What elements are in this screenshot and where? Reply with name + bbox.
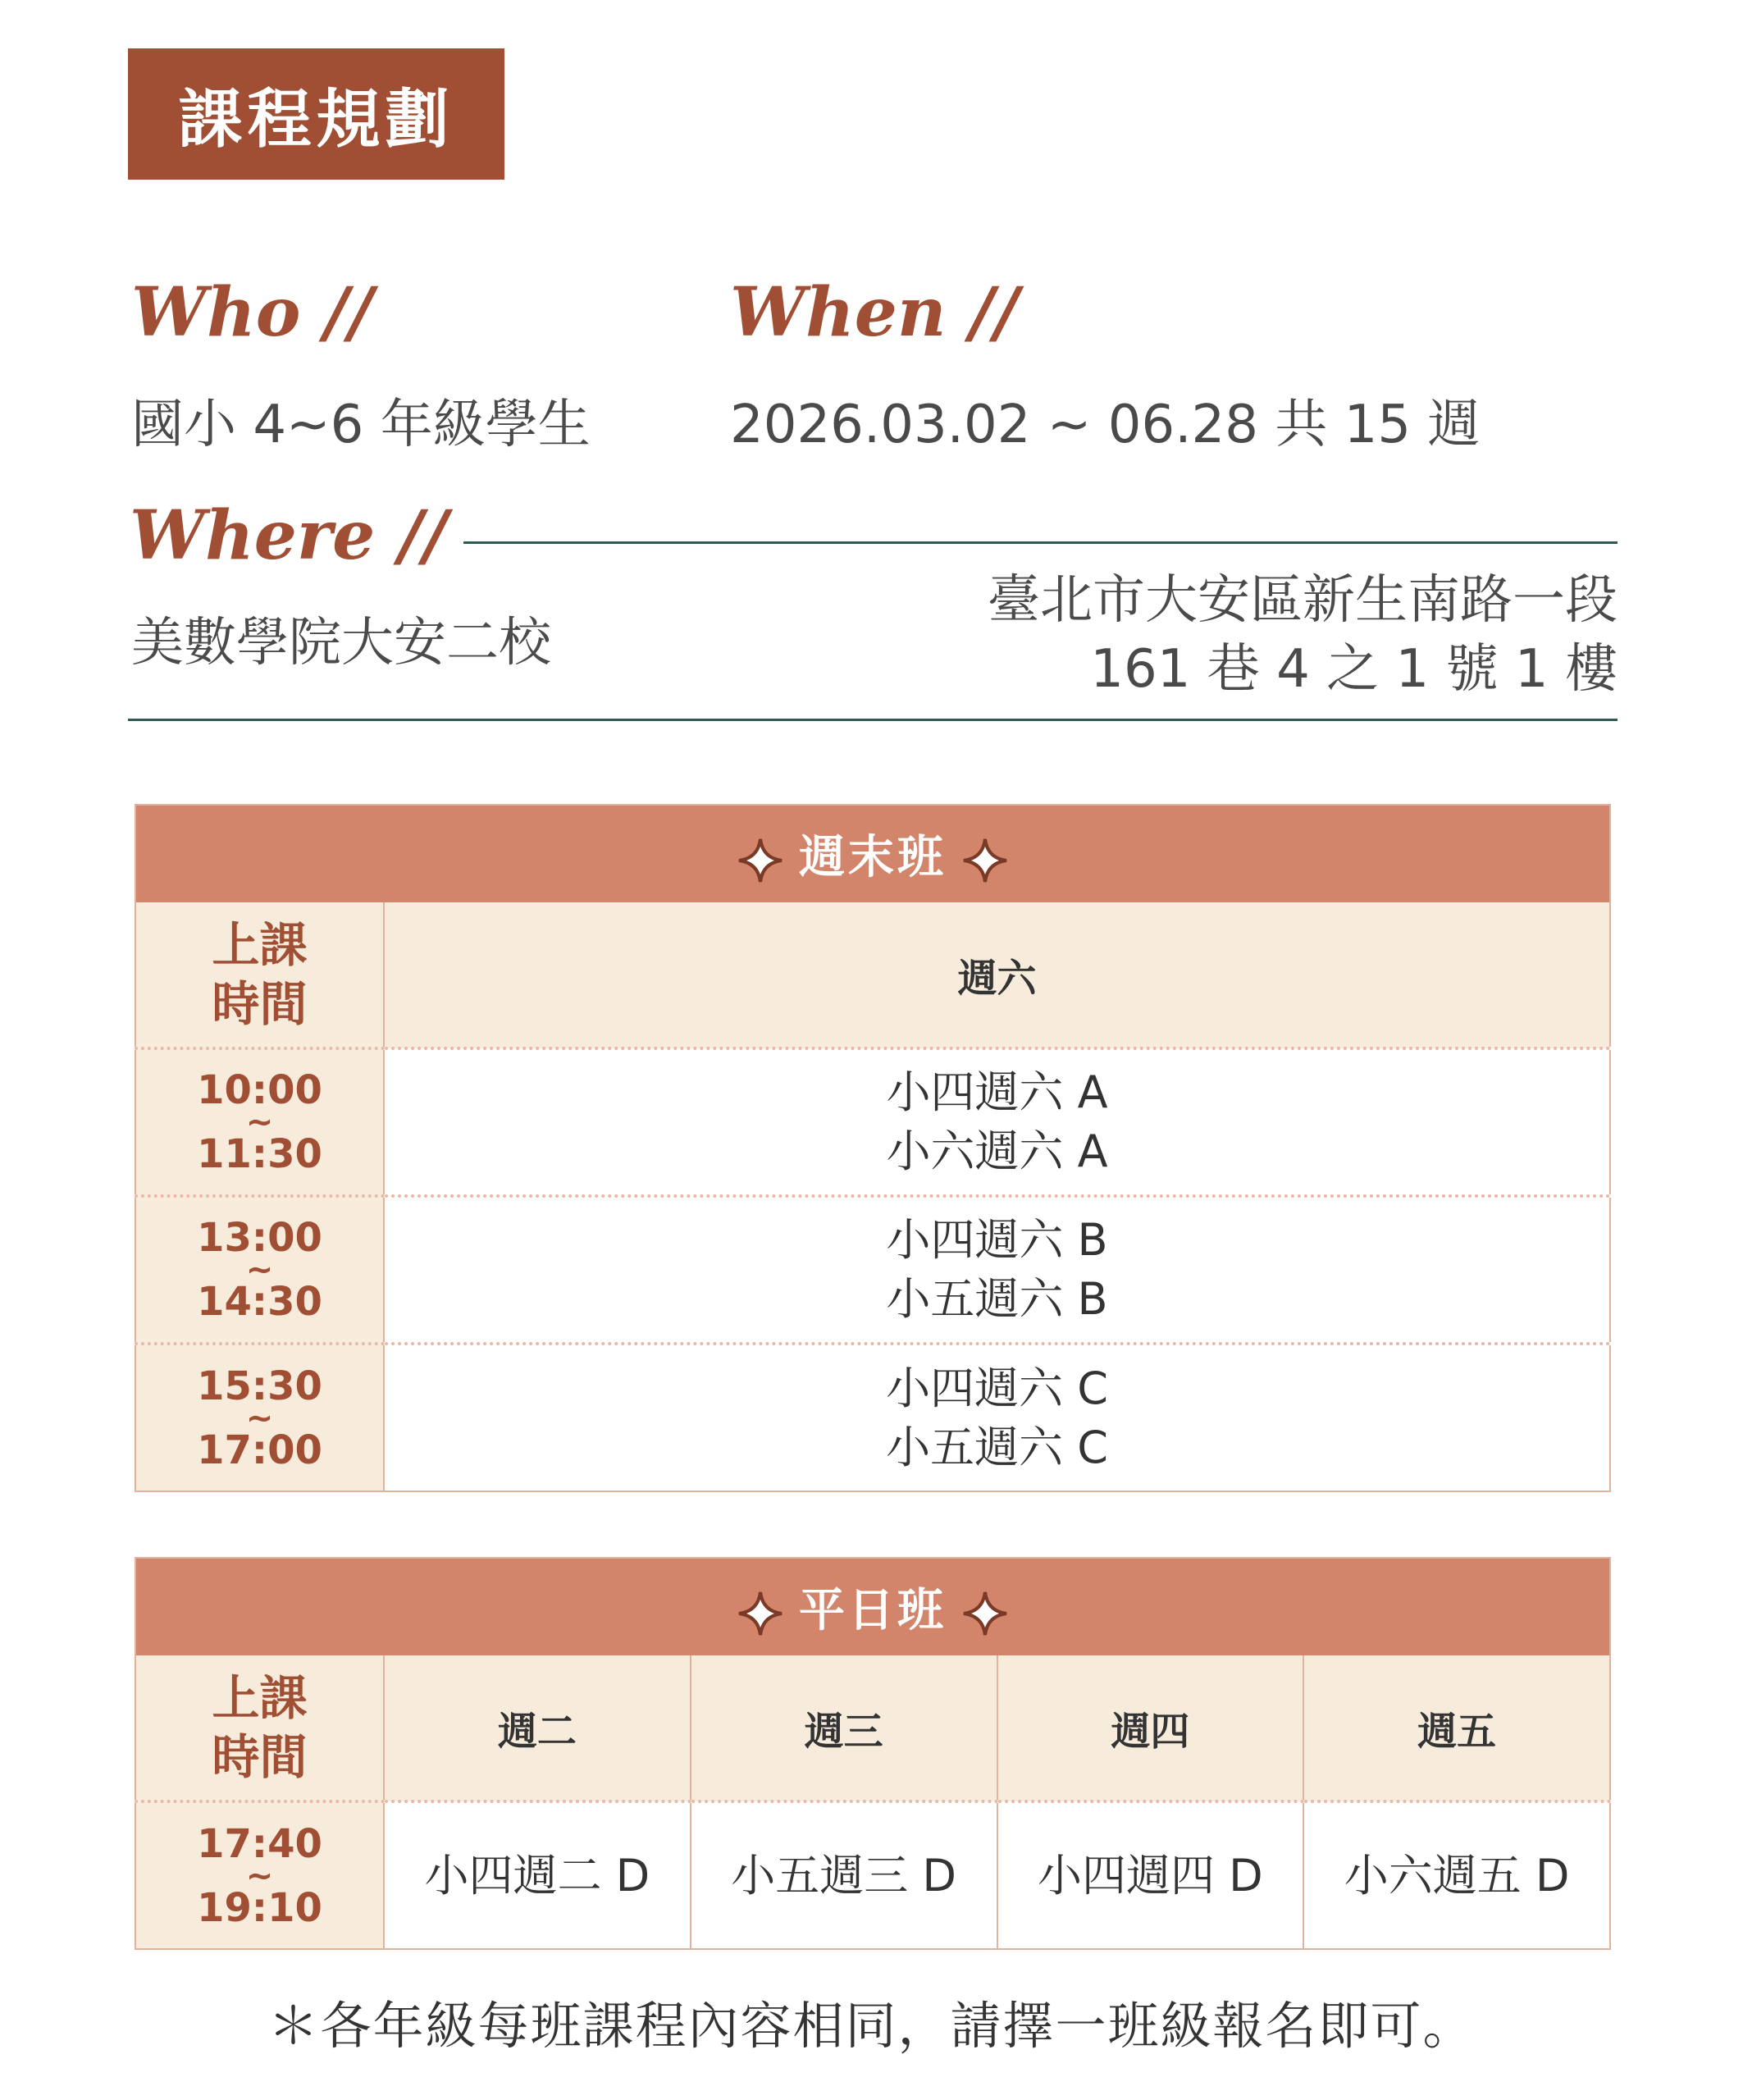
- weekday-schedule-table: [135, 1557, 1611, 1950]
- weekend-title: 週末班: [799, 831, 947, 884]
- time-end: 11:30: [197, 1131, 322, 1177]
- class-cell: [384, 1048, 1610, 1196]
- address-line-2: 161 巷 4 之 1 號 1 樓: [1090, 639, 1618, 700]
- when-value: 2026.03.02 ~ 06.28 共 15 週: [730, 395, 1481, 455]
- time-start: 10:00: [197, 1067, 322, 1113]
- class-name: 小五週六 B: [886, 1273, 1108, 1325]
- time-header-line: 上課: [212, 917, 308, 973]
- time-start: 15:30: [197, 1363, 322, 1409]
- day-header-tuesday: 週二: [384, 1655, 691, 1801]
- time-slot: [135, 1344, 384, 1491]
- time-start: 13:00: [197, 1215, 322, 1261]
- class-name: 小四週六 A: [886, 1066, 1108, 1118]
- class-name: 小四週六 B: [886, 1214, 1108, 1266]
- weekday-title: 平日班: [799, 1584, 947, 1637]
- class-name: 小五週六 C: [886, 1421, 1108, 1473]
- time-tilde: ~: [245, 1856, 274, 1895]
- sparkle-icon: [737, 1590, 784, 1637]
- time-header-line: 時間: [212, 976, 308, 1032]
- class-name: 小六週六 A: [886, 1125, 1108, 1177]
- day-header-wednesday: 週三: [691, 1655, 997, 1801]
- class-cell-friday: 小六週五 D: [1303, 1801, 1610, 1949]
- day-header-friday: 週五: [1303, 1655, 1610, 1801]
- footnote: ＊各年級每班課程內容相同，請擇一班級報名即可。: [267, 1996, 1476, 2056]
- time-header: [135, 902, 384, 1048]
- class-cell: [384, 1196, 1610, 1344]
- where-divider: [463, 541, 1618, 544]
- address-line-1: 臺北市大安區新生南路一段: [988, 570, 1618, 631]
- time-slot: [135, 1196, 384, 1344]
- sparkle-icon: [961, 837, 1009, 884]
- time-tilde: ~: [245, 1103, 274, 1141]
- class-cell-thursday: 小四週四 D: [997, 1801, 1304, 1949]
- time-end: 17:00: [197, 1427, 322, 1473]
- section-title-badge: 課程規劃: [128, 48, 504, 180]
- who-value: 國小 4~6 年級學生: [131, 395, 591, 455]
- where-label: Where //: [130, 496, 448, 575]
- sparkle-icon: [961, 1590, 1009, 1637]
- class-cell-tuesday: 小四週二 D: [384, 1801, 691, 1949]
- weekend-schedule-table: [135, 804, 1611, 1492]
- sparkle-icon: [737, 837, 784, 884]
- day-header-saturday: 週六: [384, 902, 1610, 1048]
- who-label: Who //: [131, 273, 373, 352]
- where-name: 美數學院大安二校: [131, 613, 551, 673]
- time-header-line: 上課: [212, 1670, 308, 1726]
- class-cell: [384, 1344, 1610, 1491]
- time-tilde: ~: [245, 1399, 274, 1437]
- day-header-thursday: 週四: [997, 1655, 1304, 1801]
- weekday-banner: [135, 1558, 1610, 1655]
- time-end: 19:10: [197, 1884, 322, 1931]
- time-header: [135, 1655, 384, 1801]
- where-address: [988, 566, 1618, 704]
- time-start: 17:40: [197, 1820, 322, 1867]
- class-name: 小四週六 C: [886, 1362, 1108, 1414]
- time-tilde: ~: [245, 1251, 274, 1289]
- weekend-banner: [135, 805, 1610, 902]
- time-end: 14:30: [197, 1279, 322, 1325]
- when-label: When //: [730, 273, 1019, 352]
- time-slot: [135, 1801, 384, 1949]
- info-bottom-divider: [128, 719, 1618, 721]
- time-header-line: 時間: [212, 1729, 308, 1785]
- time-slot: [135, 1048, 384, 1196]
- class-cell-wednesday: 小五週三 D: [691, 1801, 997, 1949]
